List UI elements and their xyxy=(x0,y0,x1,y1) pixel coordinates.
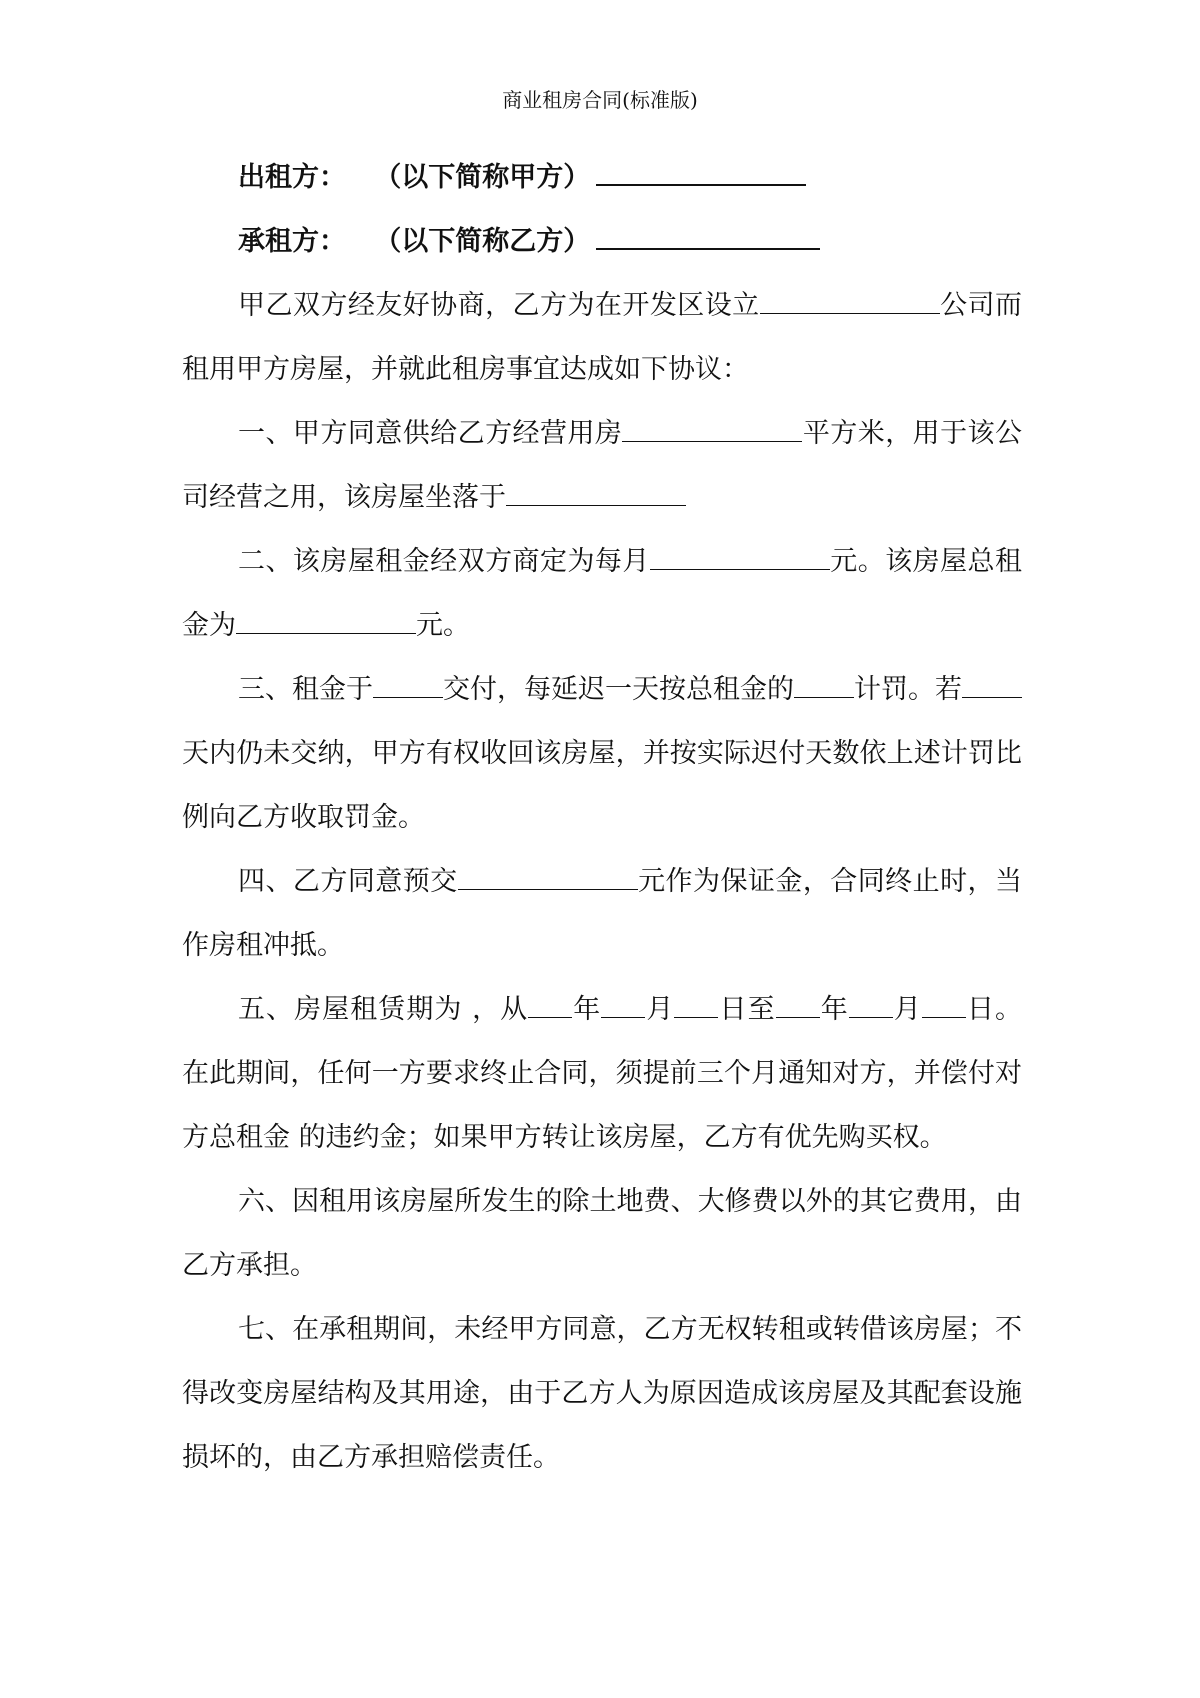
intro-text-a: 甲乙双方经友好协商，乙方为在开发区设立 xyxy=(238,290,760,321)
clause-3-text-a: 三、租金于 xyxy=(238,674,373,705)
clause-3 xyxy=(182,658,1022,850)
clause-5-month-2: 月 xyxy=(892,994,922,1025)
start-year-blank xyxy=(528,993,572,1018)
lessee-label: 承租方： xyxy=(238,226,346,257)
monthly-rent-blank xyxy=(650,545,830,570)
lessor-note: （以下简称甲方） xyxy=(374,162,591,193)
clause-1-text-b: 平方米，用于该公司经营之用，该房屋坐落于 xyxy=(182,418,1023,513)
total-rent-blank xyxy=(236,609,416,634)
lessor-line xyxy=(182,146,1022,210)
start-day-blank xyxy=(674,993,718,1018)
lessor-name-blank xyxy=(596,158,806,186)
clause-5-text-a: 五、房屋租赁期为 ，从 xyxy=(238,994,529,1025)
lessor-label: 出租方： xyxy=(238,162,346,193)
clause-5-year-2: 年 xyxy=(819,994,849,1025)
clause-4-text-b: 元作为保证金，合同终止时，当作房租冲抵。 xyxy=(182,866,1023,961)
intro-paragraph xyxy=(182,274,1022,402)
start-month-blank xyxy=(601,993,645,1018)
clause-2-text-c: 元。 xyxy=(416,610,470,641)
document-title: 商业租房合同(标准版) xyxy=(502,88,698,112)
lessee-line xyxy=(182,210,1022,274)
clause-3-text-d: 天内仍未交纳，甲方有权收回该房屋，并按实际迟付天数依上述计罚比例向乙方收取罚金。 xyxy=(182,738,1022,833)
clause-5-month-1: 月 xyxy=(645,994,675,1025)
clause-3-text-c: 计罚。若 xyxy=(854,674,962,705)
clause-5-text-b: 日。在此期间，任何一方要求终止合同，须提前三个月通知对方，并偿付对方总租金 的违约金；如果甲方转让该房屋，乙方有优先购买权。 xyxy=(182,994,1023,1153)
clause-4 xyxy=(182,850,1022,978)
clause-1-text-a: 一、甲方同意供给乙方经营用房 xyxy=(238,418,623,449)
location-blank xyxy=(506,481,686,506)
clause-5 xyxy=(182,978,1022,1170)
days-limit-blank xyxy=(962,673,1022,698)
clause-4-text-a: 四、乙方同意预交 xyxy=(238,866,458,897)
company-name-blank xyxy=(760,289,940,314)
lessee-name-blank xyxy=(596,222,820,250)
clause-5-day-1: 日至 xyxy=(718,994,776,1025)
deposit-blank xyxy=(458,865,638,890)
area-blank xyxy=(622,417,802,442)
end-month-blank xyxy=(849,993,893,1018)
payment-date-blank xyxy=(373,673,443,698)
clause-5-year-1: 年 xyxy=(572,994,602,1025)
end-day-blank xyxy=(922,993,966,1018)
clause-2-text-b: 元。该房屋总租金为 xyxy=(182,546,1023,641)
penalty-rate-blank xyxy=(794,673,854,698)
end-year-blank xyxy=(776,993,820,1018)
clause-6: 六、因租用该房屋所发生的除土地费、大修费以外的其它费用，由乙方承担。 xyxy=(182,1186,1022,1281)
clause-2-text-a: 二、该房屋租金经双方商定为每月 xyxy=(238,546,650,577)
document-body xyxy=(182,146,1022,1490)
intro-text-b: 公司而租用甲方房屋，并就此租房事宜达成如下协议： xyxy=(182,290,1023,385)
clause-3-text-b: 交付，每延迟一天按总租金的 xyxy=(443,674,794,705)
clause-2 xyxy=(182,530,1022,658)
clause-1 xyxy=(182,402,1022,530)
lessee-note: （以下简称乙方） xyxy=(374,226,591,257)
clause-7: 七、在承租期间，未经甲方同意，乙方无权转租或转借该房屋；不得改变房屋结构及其用途，由于乙方人为原因造成该房屋及其配套设施损坏的，由乙方承担赔偿责任。 xyxy=(182,1314,1022,1473)
